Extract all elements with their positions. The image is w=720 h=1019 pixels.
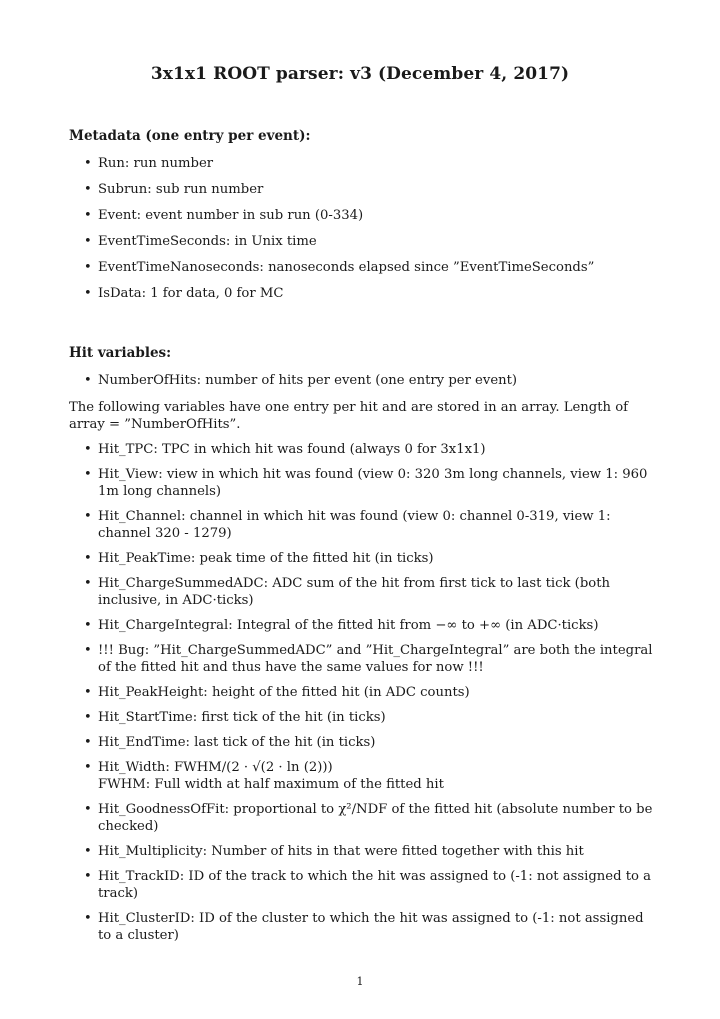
width-formula-note: FWHM: Full width at half maximum of the fitted hit	[98, 777, 444, 792]
list-item-width	[85, 759, 660, 793]
list-item: • Hit_PeakHeight: height of the fitted hit (in ADC counts)	[85, 684, 660, 701]
hit-variables-list	[85, 441, 660, 944]
list-item: • EventTimeNanoseconds: nanoseconds elapsed since ”EventTimeSeconds”	[85, 259, 660, 276]
hit-count-list	[85, 372, 660, 389]
list-item: • !!! Bug: ”Hit_ChargeSummedADC” and ”Hit_ChargeIntegral” are both the integral of the fitted hit and thus have the same values for now !!!	[85, 642, 660, 676]
list-item: • Hit_EndTime: last tick of the hit (in ticks)	[85, 734, 660, 751]
width-formula: • Hit_Width: FWHM/(2 · √(2 · ln (2)))	[98, 760, 333, 775]
hit-variables-heading: Hit variables:	[69, 345, 172, 361]
metadata-list	[85, 155, 660, 302]
list-item: • NumberOfHits: number of hits per event (one entry per event)	[85, 372, 660, 389]
document-title: 3x1x1 ROOT parser: v3 (December 4, 2017)	[150, 64, 570, 84]
list-item: • Hit_TrackID: ID of the track to which the hit was assigned to (-1: not assigned to a track)	[85, 868, 660, 902]
list-item: • Hit_Multiplicity: Number of hits in that were fitted together with this hit	[85, 843, 660, 860]
list-item: • Subrun: sub run number	[85, 181, 660, 198]
metadata-heading: Metadata (one entry per event):	[69, 128, 311, 144]
list-item: • Hit_ClusterID: ID of the cluster to which the hit was assigned to (-1: not assigned to a cluster)	[85, 910, 660, 944]
list-item: • Event: event number in sub run (0-334)	[85, 207, 660, 224]
list-item: • Hit_TPC: TPC in which hit was found (always 0 for 3x1x1)	[85, 441, 660, 458]
list-item: • Hit_StartTime: first tick of the hit (in ticks)	[85, 709, 660, 726]
list-item: • Run: run number	[85, 155, 660, 172]
page-number: 1	[356, 975, 364, 988]
list-item: • IsData: 1 for data, 0 for MC	[85, 285, 660, 302]
list-item: • Hit_ChargeSummedADC: ADC sum of the hit from first tick to last tick (both inclusive, in ADC·ticks)	[85, 575, 660, 609]
list-item: • Hit_View: view in which hit was found (view 0: 320 3m long channels, view 1: 960 1m long channels)	[85, 466, 660, 500]
list-item: • Hit_GoodnessOfFit: proportional to χ²/NDF of the fitted hit (absolute number to be checked)	[85, 801, 660, 835]
list-item: • Hit_ChargeIntegral: Integral of the fitted hit from −∞ to +∞ (in ADC·ticks)	[85, 617, 660, 634]
array-description: The following variables have one entry per hit and are stored in an array. Length of array = ”NumberOfHits”.	[69, 400, 629, 432]
list-item: • EventTimeSeconds: in Unix time	[85, 233, 660, 250]
list-item: • Hit_Channel: channel in which hit was found (view 0: channel 0-319, view 1: channel 320 - 1279)	[85, 508, 660, 542]
list-item: • Hit_PeakTime: peak time of the fitted hit (in ticks)	[85, 550, 660, 567]
